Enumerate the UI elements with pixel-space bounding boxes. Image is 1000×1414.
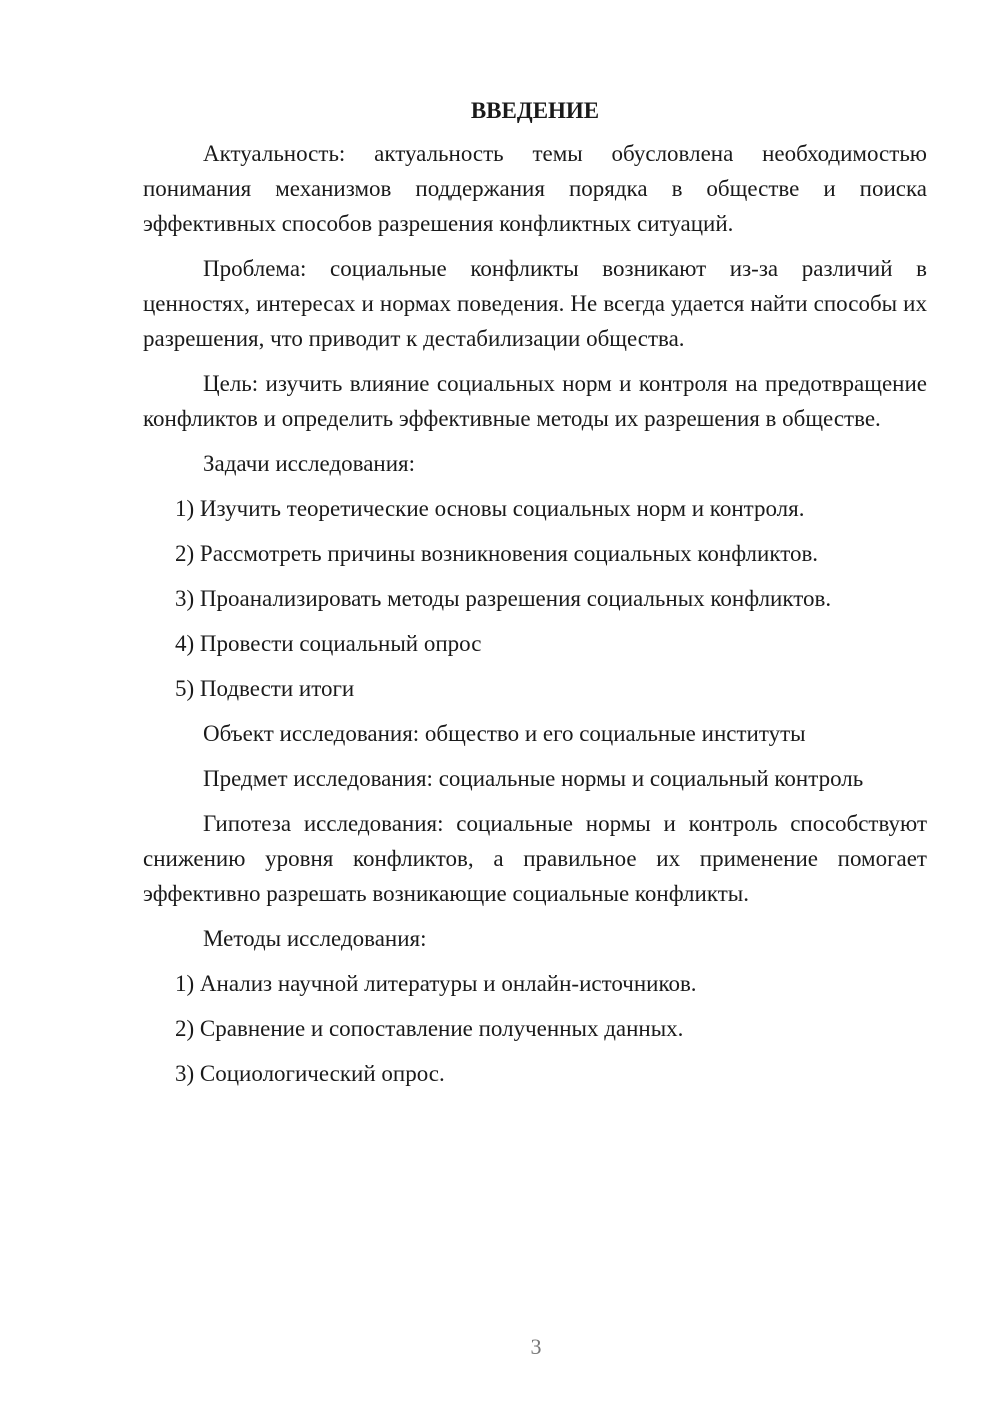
hypothesis-paragraph: Гипотеза исследования: социальные нормы и контроль способствуют снижению уровня конфликтов, а правильное их применение помогает эффективно разрешать возникающие социальные конфликты. — [143, 811, 927, 906]
method-item-3: 3) Социологический опрос. — [175, 1061, 445, 1086]
task-item-5: 5) Подвести итоги — [175, 676, 355, 701]
document-body — [143, 96, 927, 1101]
tasks-label: Задачи исследования: — [203, 451, 416, 476]
section-heading: ВВЕДЕНИЕ — [470, 98, 600, 123]
problem-paragraph: Проблема: социальные конфликты возникают из-за различий в ценностях, интересах и нормах поведения. Не всегда удается найти способы их разрешения, что приводит к дестабилизации общества. — [143, 256, 927, 351]
task-item-2: 2) Рассмотреть причины возникновения социальных конфликтов. — [175, 541, 819, 566]
page-number: 3 — [530, 1334, 542, 1359]
research-subject: Предмет исследования: социальные нормы и социальный контроль — [203, 766, 864, 791]
task-item-1: 1) Изучить теоретические основы социальных норм и контроля. — [175, 496, 805, 521]
research-object: Объект исследования: общество и его социальные институты — [203, 721, 806, 746]
task-item-3: 3) Проанализировать методы разрешения социальных конфликтов. — [175, 586, 832, 611]
task-item-4: 4) Провести социальный опрос — [175, 631, 482, 656]
relevance-paragraph: Актуальность: актуальность темы обусловлена необходимостью понимания механизмов поддержания порядка в обществе и поиска эффективных способов разрешения конфликтных ситуаций. — [143, 141, 927, 236]
methods-label: Методы исследования: — [203, 926, 427, 951]
method-item-1: 1) Анализ научной литературы и онлайн-источников. — [175, 971, 697, 996]
method-item-2: 2) Сравнение и сопоставление полученных данных. — [175, 1016, 684, 1041]
goal-paragraph: Цель: изучить влияние социальных норм и контроля на предотвращение конфликтов и определить эффективные методы их разрешения в обществе. — [143, 371, 927, 431]
